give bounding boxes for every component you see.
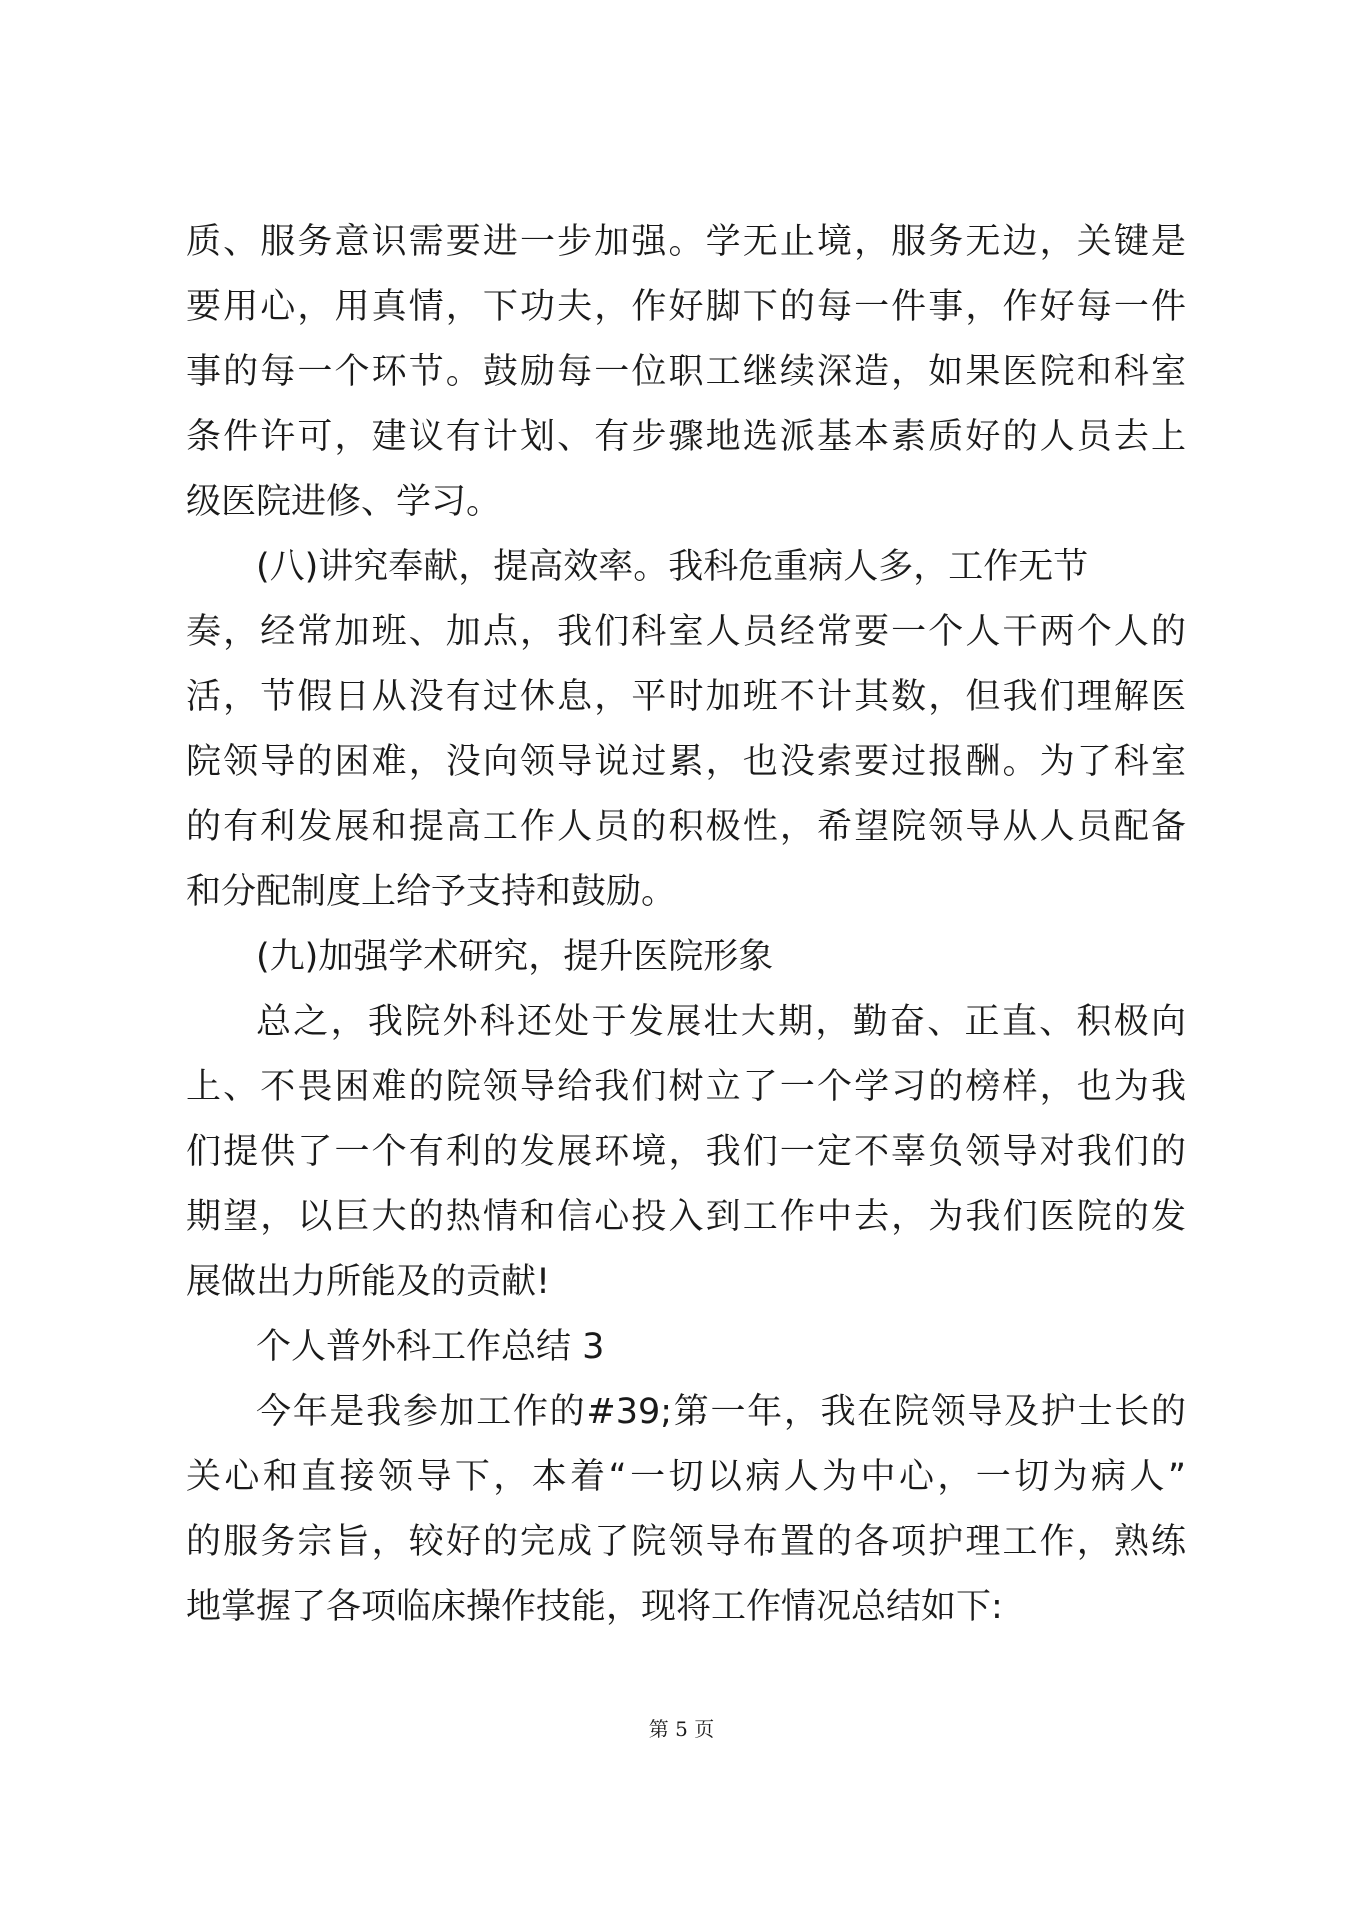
section-heading: (八)讲究奉献，提高效率。我科危重病人多，工作无节 xyxy=(256,547,1089,587)
text-line: 奏，经常加班、加点，我们科室人员经常要一个人干两个人的 xyxy=(186,612,1186,652)
text-line: 展做出力所能及的贡献! xyxy=(186,1262,551,1302)
text-line: 活，节假日从没有过休息，平时加班不计其数，但我们理解医 xyxy=(186,677,1186,717)
text-line: 的有利发展和提高工作人员的积极性，希望院领导从人员配备 xyxy=(186,807,1186,847)
text-line: 条件许可，建议有计划、有步骤地选派基本素质好的人员去上 xyxy=(186,417,1186,457)
text-line: 地掌握了各项临床操作技能，现将工作情况总结如下: xyxy=(186,1587,1003,1627)
text-line: 和分配制度上给予支持和鼓励。 xyxy=(186,872,677,912)
text-line: 质、服务意识需要进一步加强。学无止境，服务无边，关键是 xyxy=(186,222,1186,262)
section-heading: (九)加强学术研究，提升医院形象 xyxy=(256,937,774,977)
text-line: 关心和直接领导下，本着“一切以病人为中心，一切为病人” xyxy=(186,1457,1186,1497)
text-line: 事的每一个环节。鼓励每一位职工继续深造，如果医院和科室 xyxy=(186,352,1186,392)
text-line: 上、不畏困难的院领导给我们树立了一个学习的榜样，也为我 xyxy=(186,1067,1186,1107)
text-line: 院领导的困难，没向领导说过累，也没索要过报酬。为了科室 xyxy=(186,742,1186,782)
text-line: 总之，我院外科还处于发展壮大期，勤奋、正直、积极向 xyxy=(256,1002,1186,1042)
page-number: 第 5 页 xyxy=(648,1717,715,1741)
document-body xyxy=(186,210,1186,1640)
text-line: 级医院进修、学习。 xyxy=(186,482,502,522)
text-line: 今年是我参加工作的#39;第一年，我在院领导及护士长的 xyxy=(256,1392,1186,1432)
text-line: 们提供了一个有利的发展环境，我们一定不辜负领导对我们的 xyxy=(186,1132,1186,1172)
text-line: 期望，以巨大的热情和信心投入到工作中去，为我们医院的发 xyxy=(186,1197,1186,1237)
text-line: 的服务宗旨，较好的完成了院领导布置的各项护理工作，熟练 xyxy=(186,1522,1186,1562)
text-line: 要用心，用真情，下功夫，作好脚下的每一件事，作好每一件 xyxy=(186,287,1186,327)
section-title: 个人普外科工作总结 3 xyxy=(256,1327,605,1367)
